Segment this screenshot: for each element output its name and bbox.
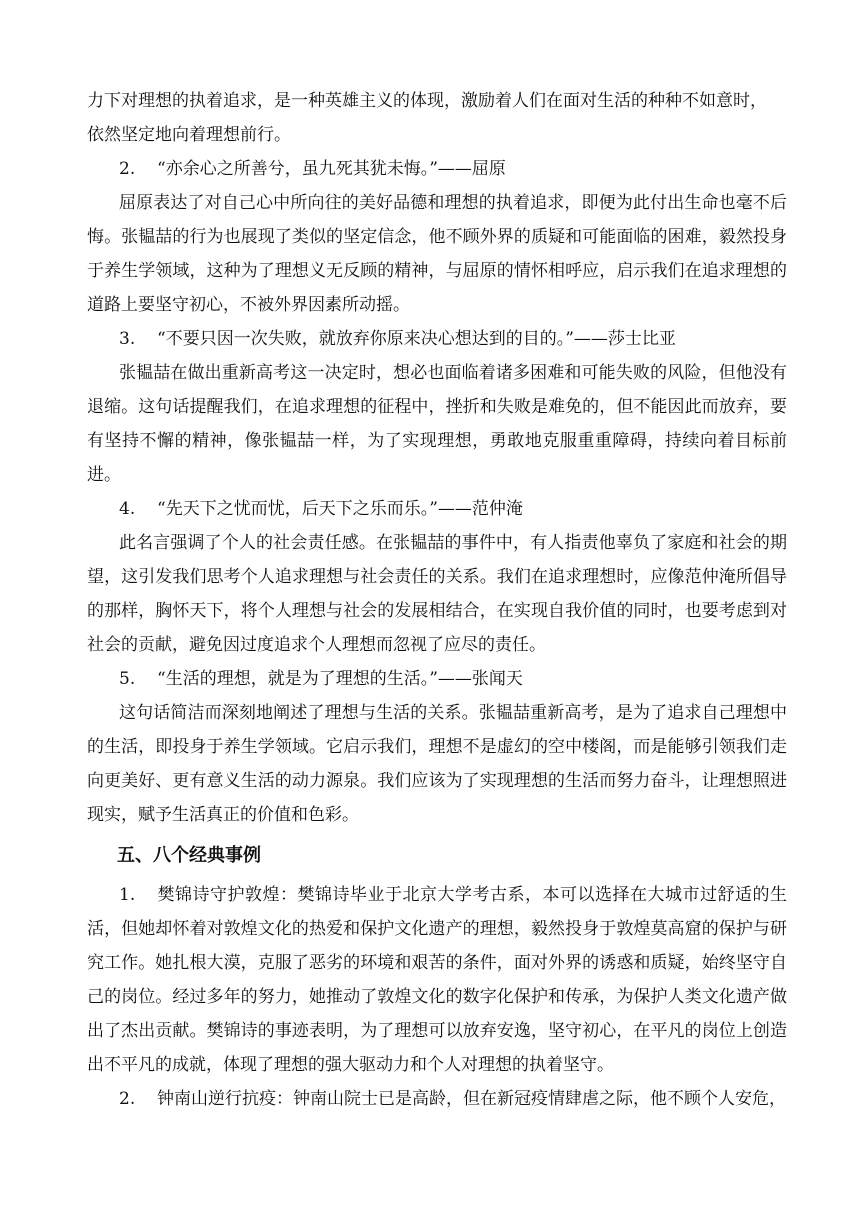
example-number: 2. [119, 1089, 136, 1109]
intro-line-1: 力下对理想的执着追求，是一种英雄主义的体现，激励着人们在面对生活的种种不如意时， [87, 91, 767, 111]
example-number: 1. [119, 885, 136, 905]
quote-3-body: 张韫喆在做出重新高考这一决定时，想必也面临着诸多困难和可能失败的风险，但他没有退缩。这句话提醒我们，在追求理想的征程中，挫折和失败是难免的，但不能因此而放弃，要有坚持不懈的精神，像张韫喆一样，为了实现理想，勇敢地克服重重障碍，持续向着目标前进。 [87, 363, 787, 485]
quote-number: 4. [119, 499, 136, 519]
quote-text: “生活的理想，就是为了理想的生活。”——张闻天 [157, 669, 523, 689]
section-heading: 五、八个经典事例 [117, 845, 261, 866]
quote-3 [87, 322, 787, 356]
intro-line-2: 依然坚定地向着理想前行。 [87, 125, 291, 145]
quote-2 [87, 152, 787, 186]
document-page [87, 84, 787, 1116]
example-text: 樊锦诗守护敦煌：樊锦诗毕业于北京大学考古系，本可以选择在大城市过舒适的生活，但她却怀着对敦煌文化的热爱和保护文化遗产的理想，毅然投身于敦煌莫高窟的保护与研究工作。她扎根大漠，克服了恶劣的环境和艰苦的条件，面对外界的诱惑和质疑，始终坚守自己的岗位。经过多年的努力，她推动了敦煌文化的数字化保护和传承，为保护人类文化遗产做出了杰出贡献。樊锦诗的事迹表明，为了理想可以放弃安逸，坚守初心，在平凡的岗位上创造出不平凡的成就，体现了理想的强大驱动力和个人对理想的执着坚守。 [87, 885, 787, 1075]
example-2 [87, 1082, 787, 1116]
quote-text: “先天下之忧而忧，后天下之乐而乐。”——范仲淹 [157, 499, 523, 519]
quote-5-body: 这句话简洁而深刻地阐述了理想与生活的关系。张韫喆重新高考，是为了追求自己理想中的生活，即投身于养生学领域。它启示我们，理想不是虚幻的空中楼阁，而是能够引领我们走向更美好、更有意义生活的动力源泉。我们应该为了实现理想的生活而努力奋斗，让理想照进现实，赋予生活真正的价值和色彩。 [87, 703, 787, 825]
quote-number: 5. [119, 669, 136, 689]
quote-4 [87, 492, 787, 526]
quote-number: 2. [119, 159, 136, 179]
quote-2-body: 屈原表达了对自己心中所向往的美好品德和理想的执着追求，即便为此付出生命也毫不后悔。张韫喆的行为也展现了类似的坚定信念，他不顾外界的质疑和可能面临的困难，毅然投身于养生学领域，这种为了理想义无反顾的精神，与屈原的情怀相呼应，启示我们在追求理想的道路上要坚守初心，不被外界因素所动摇。 [87, 193, 787, 315]
quote-text: “不要只因一次失败，就放弃你原来决心想达到的目的。”——莎士比亚 [157, 329, 676, 349]
example-1 [87, 878, 787, 1082]
quote-number: 3. [119, 329, 136, 349]
quote-5 [87, 662, 787, 696]
example-text: 钟南山逆行抗疫：钟南山院士已是高龄，但在新冠疫情肆虐之际，他不顾个人安危， [157, 1089, 786, 1109]
quote-4-body: 此名言强调了个人的社会责任感。在张韫喆的事件中，有人指责他辜负了家庭和社会的期望，这引发我们思考个人追求理想与社会责任的关系。我们在追求理想时，应像范仲淹所倡导的那样，胸怀天下，将个人理想与社会的发展相结合，在实现自我价值的同时，也要考虑到对社会的贡献，避免因过度追求个人理想而忽视了应尽的责任。 [87, 533, 787, 655]
quote-text: “亦余心之所善兮，虽九死其犹未悔。”——屈原 [157, 159, 506, 179]
